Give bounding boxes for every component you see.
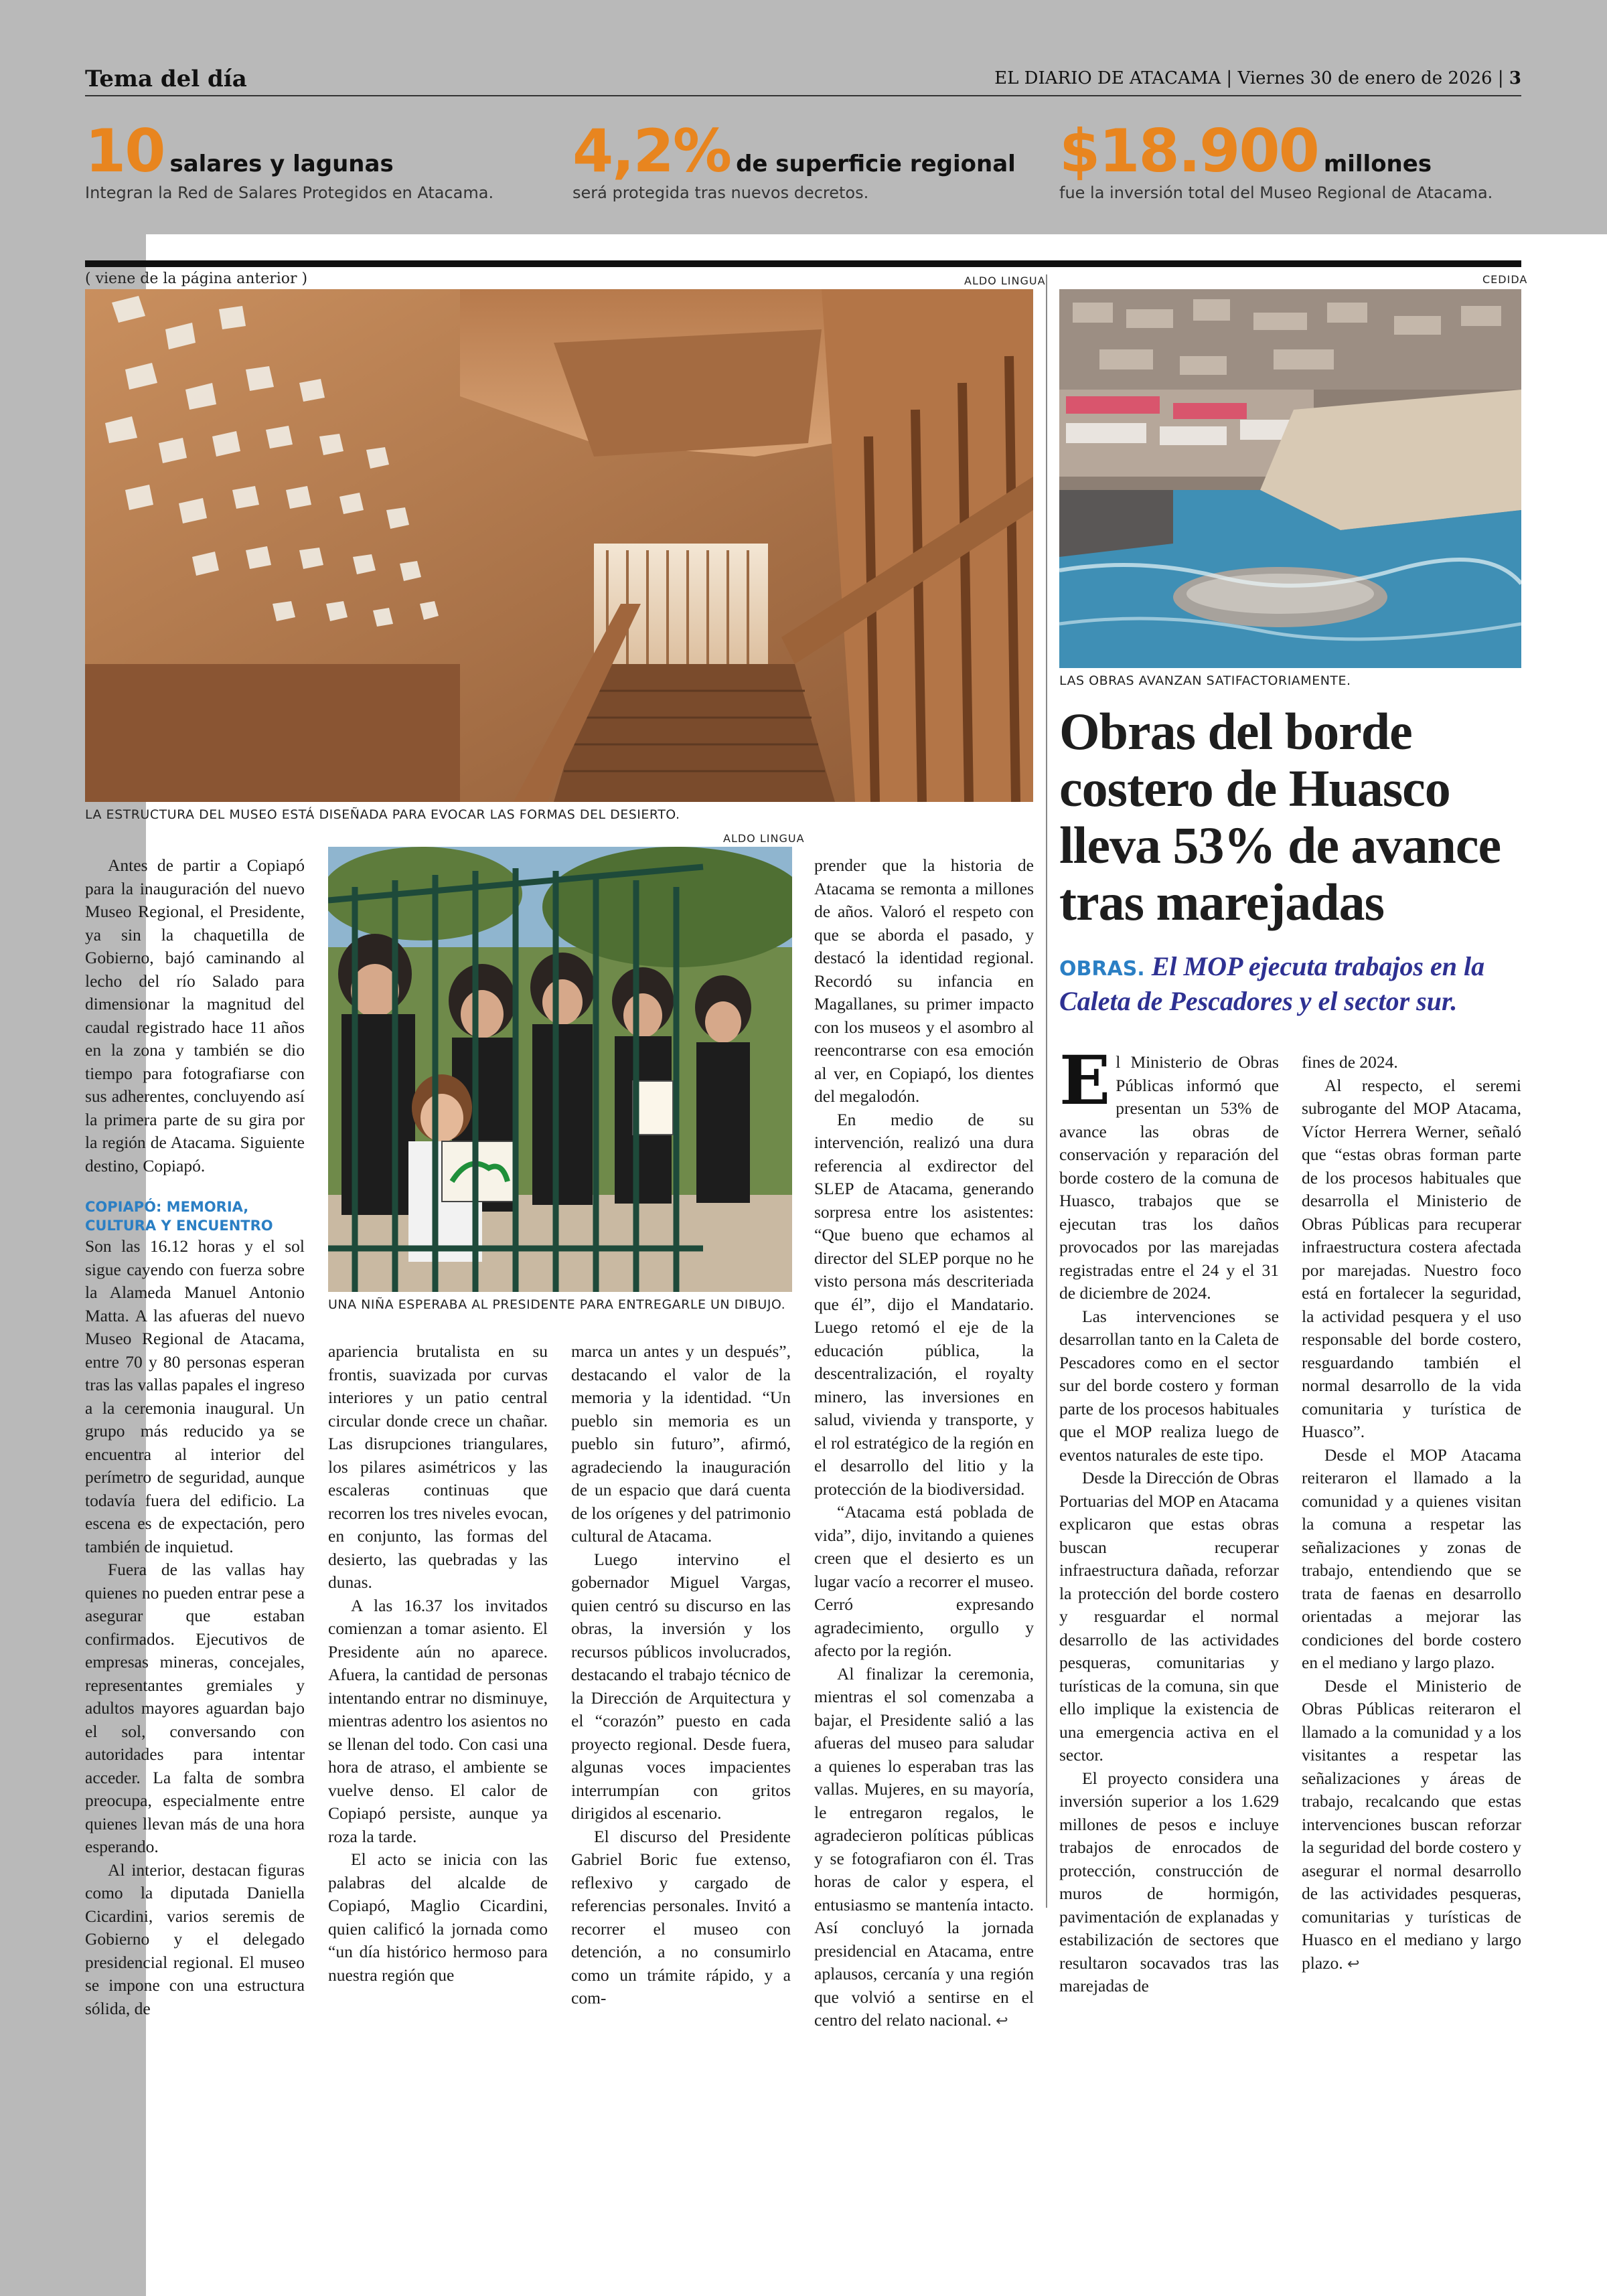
paragraph: Desde el MOP Atacama reiteraron el llamado a la comunidad y a quienes visitan la comuna a respetar las señalizaciones y zonas de trabajo, entendiendo que se trata de faenas en desarrollo orientadas a mejorar las condiciones del borde costero en el mediano y largo plazo. [1302,1445,1521,1672]
photo-credit: ALDO LINGUA [723,832,805,845]
paragraph: Al respecto, el seremi subrogante del MOP Atacama, Víctor Herrera Werner, señaló que “estas obras forman parte de los procesos habituales que desarrolla el Ministerio de Obras Públicas para recuperar infraestructura costera afectada por marejadas. Nuestro foco está en fortalecer la seguridad, la actividad pesquera y el uso responsable del borde costero, resguardando también el normal desarrollo de la vida comunitaria y turística de Huasco”. [1302,1075,1521,1441]
main-column-3 [571,1340,791,2010]
paragraph [1302,1675,1521,1977]
paragraph: apariencia brutalista en su frontis, suavizada por curvas interiores y un patio central circular donde crece un chañar. Las disrupciones triangulares, los pilares asimétricos y las escaleras continuas que recorren los tres niveles evocan, en conjunto, las formas del desierto, las quebradas y las dunas. [328,1341,548,1592]
paragraph: En medio de su intervención, realizó una dura referencia al exdirector del SLEP de Atacama, generando sorpresa entre los asistentes: “Que bueno que echamos al director del SLEP porque no he visto persona más descriteriada que él”, dijo el Mandatario. Luego retomó el eje de la educación pública, la descentralización, el royalty minero, las inversiones en salud, vivienda y transporte, y el rol estratégico de la región en el desarrollo del litio y la protección de la biodiversidad. [814,1109,1034,1499]
issue-date: Viernes 30 de enero de 2026 [1237,68,1493,88]
paragraph: Las intervenciones se desarrollan tanto en la Caleta de Pescadores como en el sector sur del borde costero y forman parte de los procesos habituales que el MOP realiza luego de eventos naturales de este tipo. [1059,1306,1279,1465]
photo-caption: UNA NIÑA ESPERABA AL PRESIDENTE PARA ENTREGARLE UN DIBUJO. [328,1297,786,1312]
museum-interior-illustration [85,289,1033,802]
paragraph-text: l Ministerio de Obras Públicas informó que presentan un 53% de avance las obras de conservación y reparación del borde costero de la comuna de Huasco, trabajos que se ejecutan tras los daños provocados por las marejadas registradas entre el 24 y el 31 de diciembre de 2024. [1059,1052,1279,1303]
paper-name: EL DIARIO DE ATACAMA [994,68,1221,88]
deck-text: El MOP ejecuta trabajos en la Caleta de Pescadores y el sector sur. [1059,951,1485,1016]
stat-number: $18.900 [1059,116,1318,185]
section-title: Tema del día [85,66,247,92]
paragraph: Luego intervino el gobernador Miguel Vargas, quien centró su discurso en las obras, la inversión y los recursos públicos involucrados, destacando el trabajo técnico de la Dirección de Arquitectura y el “corazón” puesto en cada proyecto regional. Desde fuera, algunas voces impacientes interrumpían con gritos dirigidos al escenario. [571,1549,791,1823]
photo-credit: ALDO LINGUA [964,274,1046,287]
main-column-1 [85,854,305,2020]
stat-desc: Integran la Red de Salares Protegidos en Atacama. [85,183,494,202]
paragraph-text: Desde el Ministerio de Obras Públicas reiteraron el llamado a la comunidad y a los visitantes a respetar las señalizaciones y áreas de trabajo, recalcando que estas intervenciones buscan reforzar la seguridad del borde costero y asegurar el normal desarrollo de las actividades pesqueras, comunitarias y turísticas de Huasco en el mediano y largo plazo. [1302,1675,1521,1973]
paragraph: prender que la historia de Atacama se remonta a millones de años. Valoró el respeto con que se aborda el pasado, y destacó la identidad regional. Recordó su infancia en Magallanes, su primer impacto con los museos y el asombro al reencontrarse con esa emoción al ver, en Copiapó, los dientes del megalodón. [814,855,1034,1106]
side-column-1 [1059,1041,1279,1998]
drop-cap: E [1059,1041,1111,1120]
page-number: 3 [1509,68,1521,88]
paragraph: Desde la Dirección de Obras Portuarias del MOP en Atacama explicaron que estas obras buscan recuperar infraestructura dañada, reforzar la protección del borde costero y resguardar el normal desarrollo de las actividades pesqueras, comunitarias y turísticas de la comuna, sin que ello implique la existencia de una emergencia activa en el sector. [1059,1468,1279,1765]
paragraph: A las 16.37 los invitados comienzan a tomar asiento. El Presidente aún no aparece. Afuera, la cantidad de personas intentando entrar no disminuye, mientras adentro los asientos no se llenan del todo. Con casi una hora de atraso, el ambiente se vuelve denso. El calor de Copiapó persiste, aunque ya roza la tarde. [328,1595,548,1846]
stat-unit: millones [1323,151,1432,177]
main-column-2 [328,1340,548,1987]
masthead-info: EL DIARIO DE ATACAMA | Viernes 30 de enero de 2026 | 3 [994,68,1521,88]
paragraph-text: Al finalizar la ceremonia, mientras el sol comenzaba a bajar, el Presidente salió a las afueras del museo para saludar a quienes lo esperaban tras las vallas. Mujeres, en su mayoría, le entregaron regalos, le agradecieron políticas públicas y se fotografiaron con él. Tras horas de calor y espera, el entusiasmo se mantenía intacto. Así concluyó la jornada presidencial en Atacama, entre aplausos, cercanía y una región que volvió a sentirse en el centro del relato nacional. [814,1663,1034,2030]
coast-illustration [1059,289,1521,668]
stat-inversion [1059,116,1555,202]
paragraph: fines de 2024. [1302,1052,1398,1072]
column-divider [1046,274,1047,1908]
paragraph: El discurso del Presidente Gabriel Boric fue extenso, reflexivo y cargado de referencias personales. Invitó a recorrer el museo con detención, a no consumirlo como un trámite rápido, y a com- [571,1826,791,2007]
subheading: COPIAPÓ: MEMORIA, CULTURA Y ENCUENTRO [85,1199,273,1234]
paragraph: “Atacama está poblada de vida”, dijo, invitando a quienes creen que el desierto es un lugar vacío a recorrer el museo. Cerró expresando agradecimiento, orgullo y afecto por la región. [814,1502,1034,1660]
continued-note: ( viene de la página anterior ) [85,270,308,287]
photo-credit: CEDIDA [1482,273,1528,286]
main-column-4 [814,854,1034,2034]
paragraph: marca un antes y un después”, destacando el valor de la memoria y la identidad. “Un pueblo sin memoria es un pueblo sin futuro”, afirmó, agradeciendo la inauguración de un espacio que dará cuenta de los orígenes y del patrimonio cultural de Atacama. [571,1341,791,1546]
stat-number: 10 [85,116,165,185]
paragraph: El proyecto considera una inversión superior a los 1.629 millones de pesos e incluye trabajos de enrocados de protección, construcción de muros de hormigón, pavimentación de explanadas y estabilización de sectores que resultaron socavados tras las marejadas de [1059,1768,1279,1995]
stat-superficie [572,116,1068,202]
stat-desc: fue la inversión total del Museo Regional de Atacama. [1059,183,1493,202]
photo-caption: LA ESTRUCTURA DEL MUSEO ESTÁ DISEÑADA PARA EVOCAR LAS FORMAS DEL DESIERTO. [85,807,680,822]
paragraph: El acto se inicia con las palabras del alcalde de Copiapó, Maglio Cicardini, quien calificó la jornada como “un día histórico hermoso para nuestra región que [328,1850,548,1985]
top-thick-rule [85,260,1521,267]
side-headline: Obras del borde costero de Huasco lleva 53% de avance tras marejadas [1059,702,1501,931]
end-mark-icon: ↩ [1347,1955,1360,1973]
photo-caption: LAS OBRAS AVANZAN SATIFACTORIAMENTE. [1059,673,1351,688]
museum-interior-photo [85,289,1033,802]
stat-unit: de superficie regional [736,151,1016,177]
header-rule [85,95,1521,96]
paragraph: Al interior, destacan figuras como la diputada Daniella Cicardini, varios seremis de Gobierno y el delegado presidencial regional. El museo se impone con una estructura sólida, de [85,1860,305,2018]
stat-desc: será protegida tras nuevos decretos. [572,183,869,202]
stat-unit: salares y lagunas [169,151,394,177]
paragraph: Son las 16.12 horas y el sol sigue cayendo con fuerza sobre la Alameda Manuel Antonio Matta. A las afueras del nuevo Museo Regional de Atacama, entre 70 y 80 personas esperan tras las vallas papales el ingreso a la ceremonia inaugural. Un grupo más reducido ya se encuentra al interior del perímetro de seguridad, aunque todavía fuera del edificio. La escena es de expectación, pero también de inquietud. [85,1236,305,1556]
paragraph [1059,1041,1279,1305]
huasco-coast-photo [1059,289,1521,668]
crowd-photo [328,847,792,1292]
stat-number: 4,2% [572,116,731,185]
paragraph [814,1663,1034,2034]
side-deck [1059,951,1528,1017]
paragraph: Antes de partir a Copiapó para la inauguración del nuevo Museo Regional, el Presidente, ya sin la chaquetilla de Gobierno, bajó caminando al lecho del río Salado para dimensionar la magnitud del caudal registrado hace 11 años en la zona y también se dio tiempo para fotografiarse con sus adherentes, concluyendo así la primera parte de su gira por la región de Atacama. Siguiente destino, Copiapó. [85,855,305,1175]
deck-kicker: OBRAS. [1059,957,1145,981]
paragraph: Fuera de las vallas hay quienes no pueden entrar pese a asegurar que estaban confirmados. Ejecutivos de empresas mineras, concejales, representantes gremiales y adultos mayores aguardan bajo el sol, conversando con autoridades para intentar acceder. La falta de sombra preocupa, especialmente entre quienes llevan más de una hora esperando. [85,1560,305,1856]
end-mark-icon: ↩ [996,2013,1008,2030]
stat-salares [85,116,581,202]
crowd-illustration [328,847,792,1292]
side-column-2 [1302,1051,1521,1976]
